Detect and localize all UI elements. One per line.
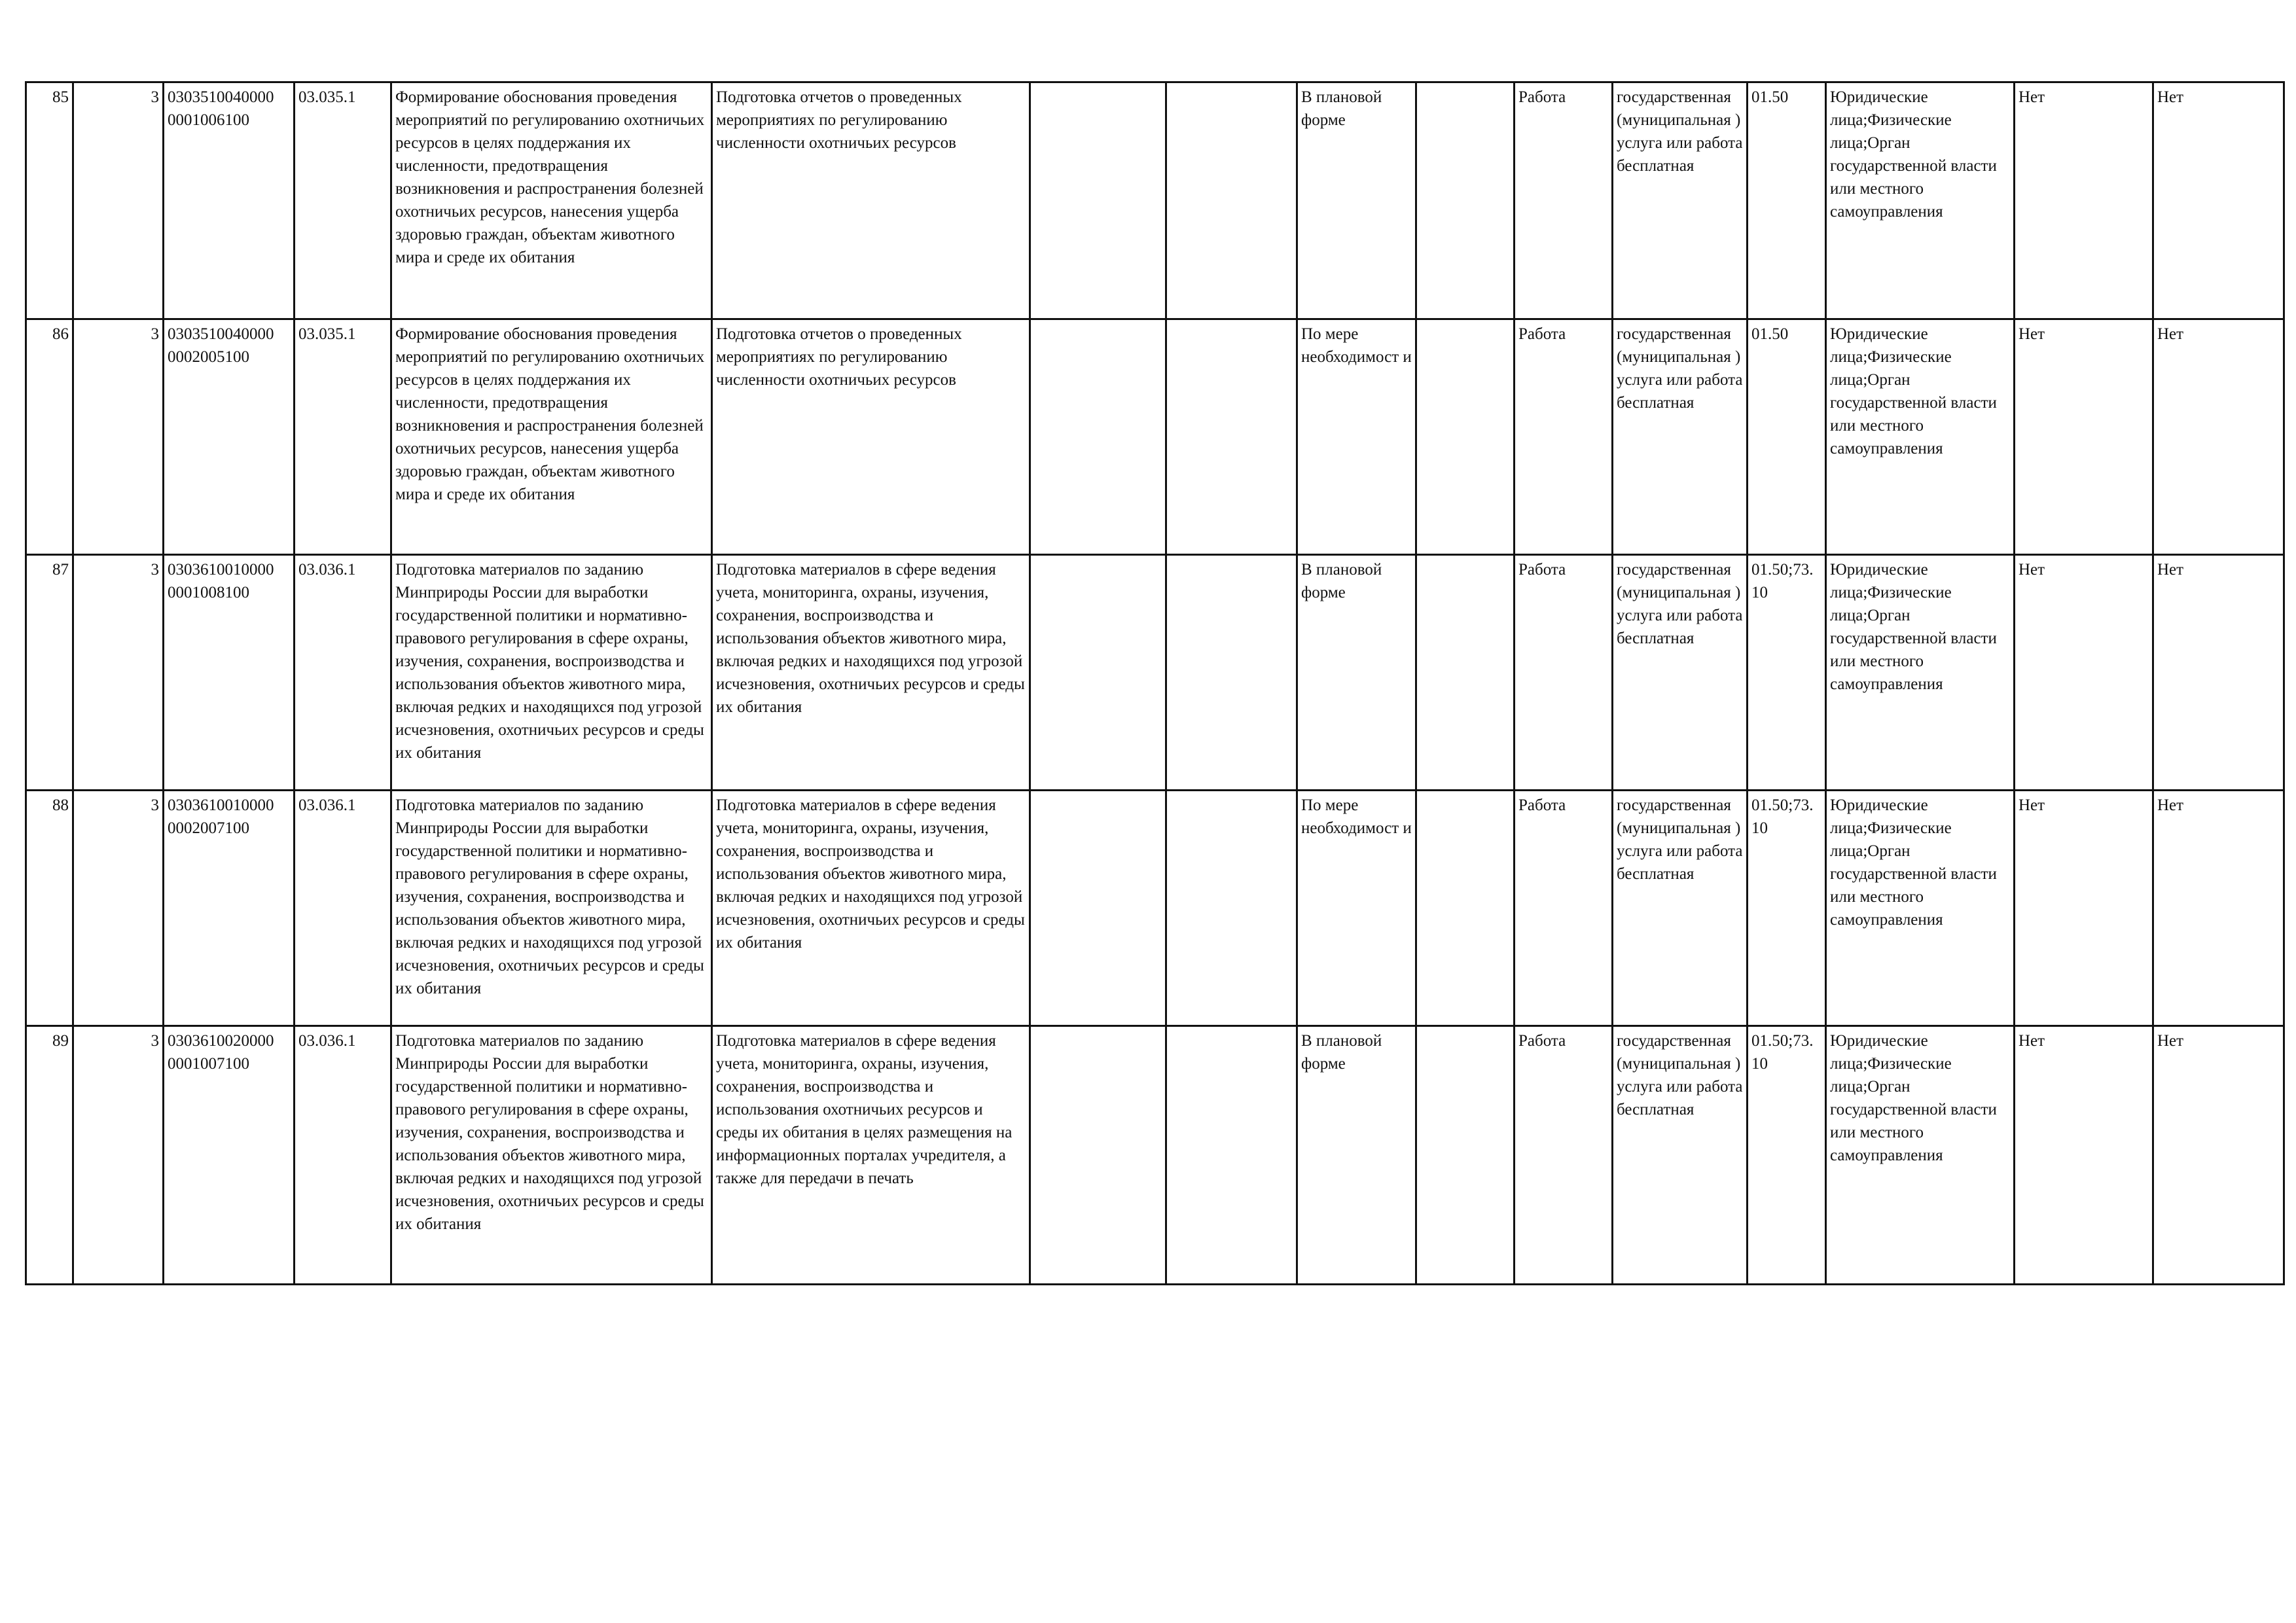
work-content: Подготовка материалов в сфере ведения учета, мониторинга, охраны, изучения, сохранения, воспроизводства и использования объектов животного мира, включая редких и находящихся под угрозой исчезновения, охотничьих ресурсов и среды их обитания	[712, 555, 1030, 791]
okved-codes: 01.50	[1748, 319, 1826, 555]
row-number: 87	[26, 555, 73, 791]
empty-cell	[1416, 319, 1515, 555]
empty-cell	[1166, 791, 1297, 1026]
empty-cell	[1416, 555, 1515, 791]
flag-cell: Нет	[2153, 555, 2284, 791]
row-number: 88	[26, 791, 73, 1026]
section-code: 03.036.1	[295, 791, 391, 1026]
work-content: Подготовка материалов в сфере ведения учета, мониторинга, охраны, изучения, сохранения, воспроизводства и использования объектов животного мира, включая редких и находящихся под угрозой исчезновения, охотничьих ресурсов и среды их обитания	[712, 791, 1030, 1026]
okved-codes: 01.50	[1748, 82, 1826, 319]
work-name: Формирование обоснования проведения мероприятий по регулированию охотничьих ресурсов в целях поддержания их численности, предотвращения возникновения и распространения болезней охотничьих ресурсов, нанесения ущерба здоровью граждан, объектам животного мира и среде их обитания	[391, 82, 712, 319]
consumer-categories: Юридические лица;Физические лица;Орган государственной власти или местного самоуправления	[1826, 319, 2015, 555]
row-subnumber: 3	[73, 1026, 164, 1285]
row-number: 85	[26, 82, 73, 319]
flag-cell: Нет	[2015, 555, 2153, 791]
okved-codes: 01.50;73. 10	[1748, 791, 1826, 1026]
payment-type: государственная (муниципальная ) услуга или работа бесплатная	[1613, 555, 1748, 791]
okved-codes: 01.50;73. 10	[1748, 555, 1826, 791]
flag-cell: Нет	[2153, 82, 2284, 319]
registry-table	[25, 81, 2285, 1285]
work-name: Формирование обоснования проведения мероприятий по регулированию охотничьих ресурсов в целях поддержания их численности, предотвращения возникновения и распространения болезней охотничьих ресурсов, нанесения ущерба здоровью граждан, объектам животного мира и среде их обитания	[391, 319, 712, 555]
consumer-categories: Юридические лица;Физические лица;Орган государственной власти или местного самоуправления	[1826, 555, 2015, 791]
consumer-categories: Юридические лица;Физические лица;Орган государственной власти или местного самоуправления	[1826, 791, 2015, 1026]
okved-codes: 01.50;73. 10	[1748, 1026, 1826, 1285]
empty-cell	[1166, 555, 1297, 791]
registry-code: 0303610010000 0002007100	[164, 791, 295, 1026]
provision-form: По мере необходимост и	[1297, 791, 1416, 1026]
section-code: 03.035.1	[295, 319, 391, 555]
registry-code: 0303610010000 0001008100	[164, 555, 295, 791]
registry-code: 0303510040000 0002005100	[164, 319, 295, 555]
flag-cell: Нет	[2015, 319, 2153, 555]
work-name: Подготовка материалов по заданию Минприроды России для выработки государственной политики и нормативно-правового регулирования в сфере охраны, изучения, сохранения, воспроизводства и использования объектов животного мира, включая редких и находящихся под угрозой исчезновения, охотничьих ресурсов и среды их обитания	[391, 791, 712, 1026]
provision-form: По мере необходимост и	[1297, 319, 1416, 555]
flag-cell: Нет	[2015, 82, 2153, 319]
empty-cell	[1030, 555, 1166, 791]
provision-form: В плановой форме	[1297, 1026, 1416, 1285]
row-subnumber: 3	[73, 82, 164, 319]
table-body	[26, 82, 2284, 1285]
flag-cell: Нет	[2153, 791, 2284, 1026]
empty-cell	[1416, 791, 1515, 1026]
flag-cell: Нет	[2015, 791, 2153, 1026]
work-content: Подготовка отчетов о проведенных мероприятиях по регулированию численности охотничьих ресурсов	[712, 82, 1030, 319]
table-row	[26, 791, 2284, 1026]
empty-cell	[1030, 791, 1166, 1026]
consumer-categories: Юридические лица;Физические лица;Орган государственной власти или местного самоуправления	[1826, 1026, 2015, 1285]
table-row	[26, 82, 2284, 319]
table-row	[26, 1026, 2284, 1285]
provision-form: В плановой форме	[1297, 82, 1416, 319]
service-type: Работа	[1515, 1026, 1613, 1285]
work-content: Подготовка материалов в сфере ведения учета, мониторинга, охраны, изучения, сохранения, воспроизводства и использования охотничьих ресурсов и среды их обитания в целях размещения на информационных порталах учредителя, а также для передачи в печать	[712, 1026, 1030, 1285]
empty-cell	[1166, 319, 1297, 555]
work-name: Подготовка материалов по заданию Минприроды России для выработки государственной политики и нормативно-правового регулирования в сфере охраны, изучения, сохранения, воспроизводства и использования объектов животного мира, включая редких и находящихся под угрозой исчезновения, охотничьих ресурсов и среды их обитания	[391, 555, 712, 791]
payment-type: государственная (муниципальная ) услуга или работа бесплатная	[1613, 82, 1748, 319]
empty-cell	[1416, 82, 1515, 319]
flag-cell: Нет	[2015, 1026, 2153, 1285]
row-number: 86	[26, 319, 73, 555]
work-name: Подготовка материалов по заданию Минприроды России для выработки государственной политики и нормативно-правового регулирования в сфере охраны, изучения, сохранения, воспроизводства и использования объектов животного мира, включая редких и находящихся под угрозой исчезновения, охотничьих ресурсов и среды их обитания	[391, 1026, 712, 1285]
work-content: Подготовка отчетов о проведенных мероприятиях по регулированию численности охотничьих ресурсов	[712, 319, 1030, 555]
service-type: Работа	[1515, 791, 1613, 1026]
table-row	[26, 555, 2284, 791]
provision-form: В плановой форме	[1297, 555, 1416, 791]
row-number: 89	[26, 1026, 73, 1285]
empty-cell	[1166, 82, 1297, 319]
service-type: Работа	[1515, 319, 1613, 555]
empty-cell	[1030, 82, 1166, 319]
payment-type: государственная (муниципальная ) услуга или работа бесплатная	[1613, 791, 1748, 1026]
row-subnumber: 3	[73, 791, 164, 1026]
flag-cell: Нет	[2153, 319, 2284, 555]
section-code: 03.036.1	[295, 1026, 391, 1285]
payment-type: государственная (муниципальная ) услуга или работа бесплатная	[1613, 1026, 1748, 1285]
payment-type: государственная (муниципальная ) услуга или работа бесплатная	[1613, 319, 1748, 555]
registry-code: 0303510040000 0001006100	[164, 82, 295, 319]
empty-cell	[1030, 1026, 1166, 1285]
empty-cell	[1416, 1026, 1515, 1285]
registry-code: 0303610020000 0001007100	[164, 1026, 295, 1285]
row-subnumber: 3	[73, 319, 164, 555]
consumer-categories: Юридические лица;Физические лица;Орган государственной власти или местного самоуправления	[1826, 82, 2015, 319]
service-type: Работа	[1515, 82, 1613, 319]
empty-cell	[1166, 1026, 1297, 1285]
service-type: Работа	[1515, 555, 1613, 791]
flag-cell: Нет	[2153, 1026, 2284, 1285]
row-subnumber: 3	[73, 555, 164, 791]
section-code: 03.036.1	[295, 555, 391, 791]
empty-cell	[1030, 319, 1166, 555]
section-code: 03.035.1	[295, 82, 391, 319]
table-row	[26, 319, 2284, 555]
